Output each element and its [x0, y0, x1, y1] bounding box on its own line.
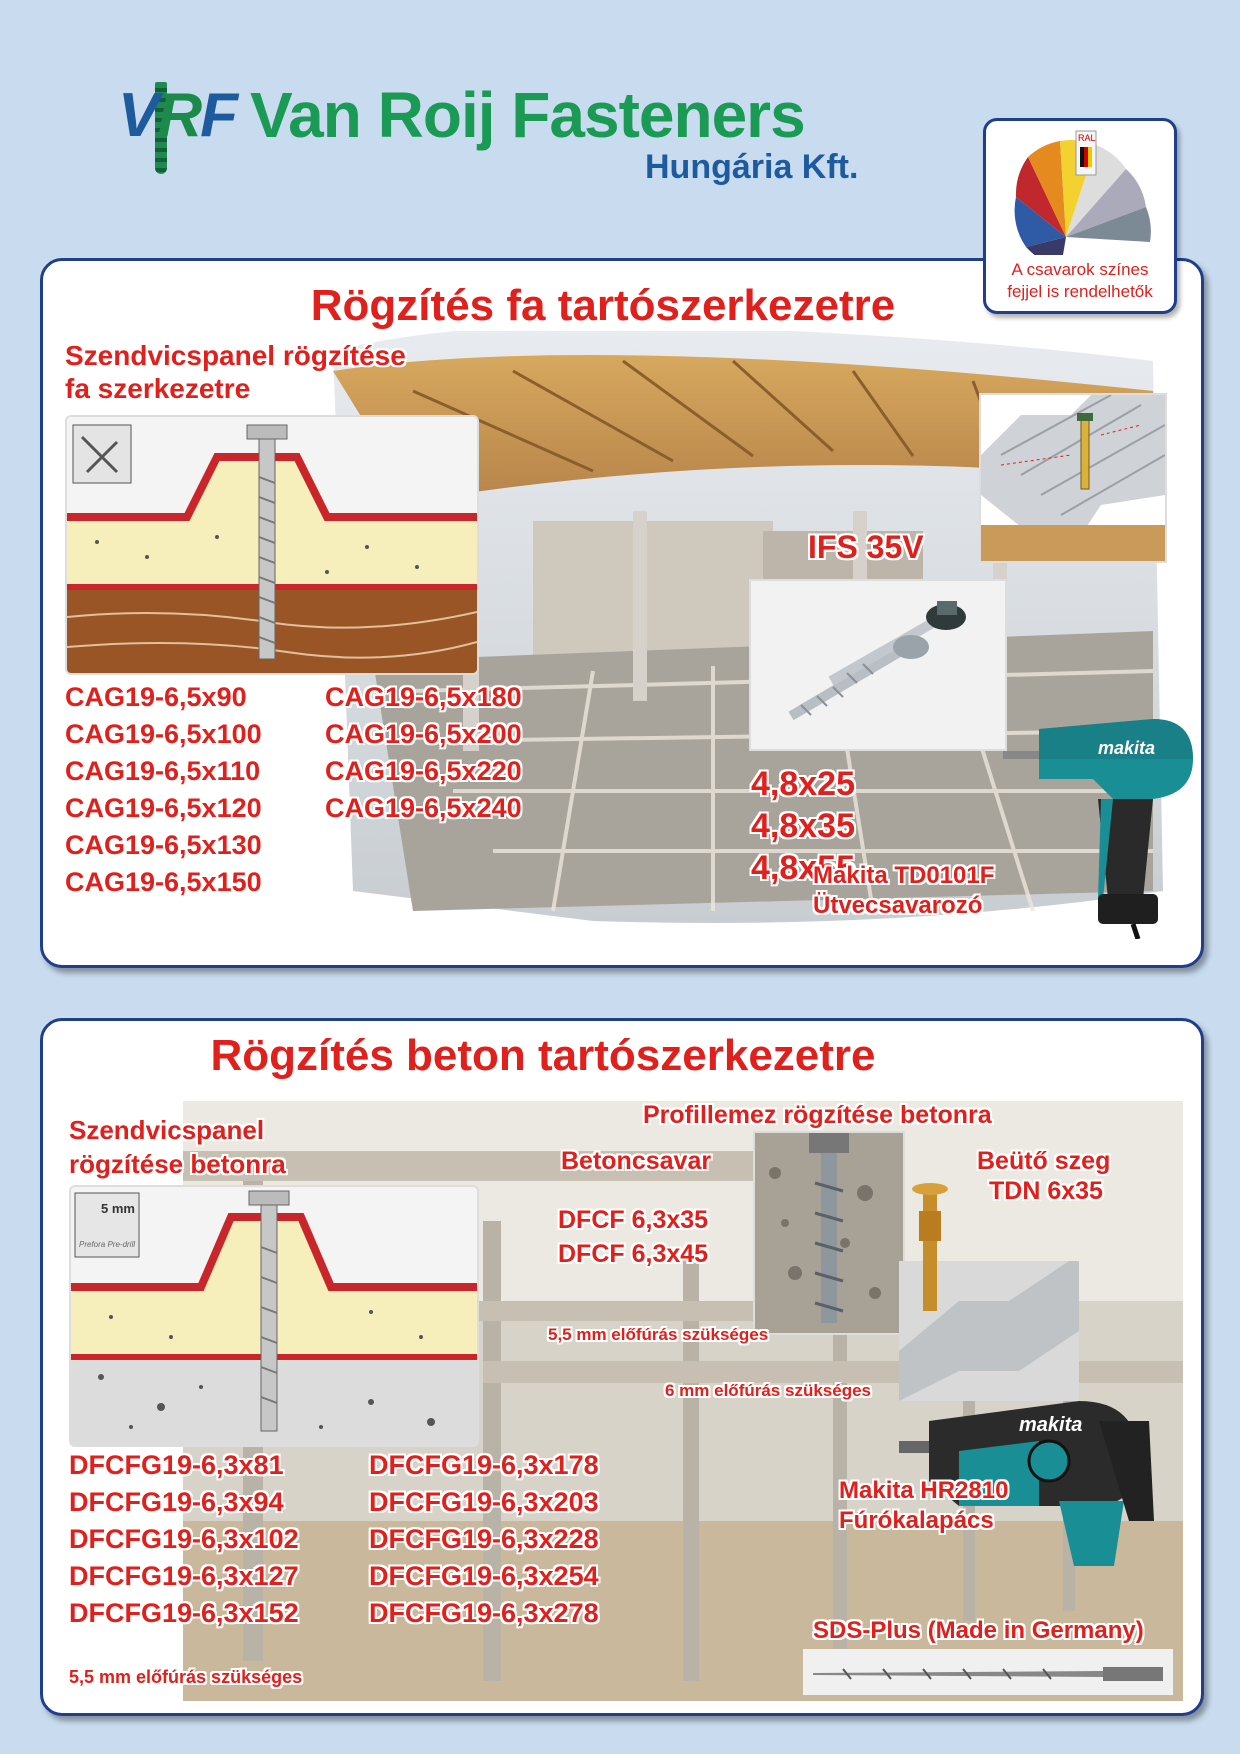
- profile-nail-image: [899, 1151, 1079, 1401]
- tool1-type: Ütvecsavarozó: [813, 892, 983, 919]
- list-item: DFCFG19-6,3x127: [69, 1561, 299, 1591]
- list-item: CAG19-6,5x110: [65, 756, 261, 786]
- concrete-sandwich-diagram: [69, 1185, 479, 1447]
- mount-type-icon: [73, 425, 131, 483]
- tool2-model: Makita HR2810: [839, 1477, 1009, 1504]
- list-item: 4,8x25: [751, 765, 855, 803]
- profile-title: Profillemez rögzítése betonra: [643, 1101, 992, 1129]
- ral-caption-line2: fejjel is rendelhetők: [1007, 282, 1153, 301]
- wood-title: Rögzítés fa tartószerkezetre: [310, 281, 896, 330]
- list-item: 4,8x35: [751, 807, 855, 845]
- betoncsavar-label: Betoncsavar: [561, 1147, 712, 1175]
- list-item: DFCF 6,3x35: [558, 1206, 709, 1234]
- nail-label-line2: TDN 6x35: [989, 1177, 1103, 1205]
- logo-name: Van Roij Fasteners: [250, 79, 805, 151]
- logo-mark: VRF: [118, 81, 237, 150]
- list-item: DFCFG19-6,3x178: [369, 1450, 599, 1480]
- tool1-model: Makita TD0101F: [813, 862, 995, 889]
- list-item: DFCFG19-6,3x228: [369, 1524, 599, 1554]
- concrete-footnote: 5,5 mm előfúrás szükséges: [69, 1667, 303, 1687]
- list-item: CAG19-6,5x220: [325, 756, 522, 786]
- list-item: DFCF 6,3x45: [558, 1240, 709, 1268]
- sds-label: SDS-Plus (Made in Germany): [813, 1617, 1144, 1644]
- ral-color-badge: [983, 118, 1177, 314]
- concrete-screw-photo: [753, 1131, 905, 1335]
- profile-sheet-image: [979, 393, 1167, 563]
- list-item: DFCFG19-6,3x203: [369, 1487, 599, 1517]
- list-item: 4,8x55: [751, 849, 855, 887]
- svg-text:makita: makita: [1019, 1414, 1083, 1436]
- concrete-panel: [40, 1018, 1204, 1716]
- svg-text:RAL: RAL: [1078, 133, 1096, 143]
- concrete-subtitle-line1: Szendvicspanel: [69, 1115, 265, 1145]
- predrill-55-label: 5,5 mm előfúrás szükséges: [548, 1325, 769, 1344]
- list-item: DFCFG19-6,3x254: [369, 1561, 599, 1591]
- list-item: CAG19-6,5x180: [325, 682, 522, 712]
- impact-driver-image: [1003, 699, 1203, 939]
- sds-drill-bit-image: [803, 1649, 1173, 1695]
- concrete-codes-right: [369, 1447, 599, 1632]
- concrete-subtitle-line2: rögzítése betonra: [69, 1149, 286, 1179]
- list-item: CAG19-6,5x150: [65, 867, 262, 897]
- list-item: DFCFG19-6,3x102: [69, 1524, 299, 1554]
- list-item: DFCFG19-6,3x81: [69, 1450, 284, 1480]
- list-item: CAG19-6,5x130: [65, 830, 262, 860]
- logo-subtitle: Hungária Kft.: [645, 148, 859, 186]
- predrill-6-label: 6 mm előfúrás szükséges: [665, 1381, 871, 1400]
- list-item: CAG19-6,5x200: [325, 719, 522, 749]
- tool2-type: Fúrókalapács: [839, 1507, 994, 1534]
- ral-caption-line1: A csavarok színes: [1011, 260, 1149, 279]
- svg-text:makita: makita: [1098, 738, 1156, 758]
- list-item: DFCFG19-6,3x94: [69, 1487, 284, 1517]
- dfcf-list: [558, 1203, 708, 1271]
- wood-subtitle-line2: fa szerkezetre: [65, 373, 251, 404]
- list-item: DFCFG19-6,3x278: [369, 1598, 599, 1628]
- ral-fan-icon: [1006, 127, 1156, 255]
- wood-subtitle-line1: Szendvicspanel rögzítése: [65, 340, 406, 371]
- list-item: CAG19-6,5x120: [65, 793, 262, 823]
- list-item: CAG19-6,5x100: [65, 719, 262, 749]
- nail-label-line1: Beütő szeg: [977, 1147, 1111, 1175]
- ifs-label: IFS 35V: [808, 529, 924, 565]
- concrete-title: Rögzítés beton tartószerkezetre: [210, 1031, 876, 1080]
- list-item: DFCFG19-6,3x152: [69, 1598, 299, 1628]
- ifs-screws-photo: [749, 579, 1007, 751]
- wood-codes-right: [325, 679, 522, 827]
- list-item: CAG19-6,5x240: [325, 793, 522, 823]
- svg-text:Prefora Pre-drill: Prefora Pre-drill: [79, 1240, 136, 1249]
- wood-codes-left: [65, 679, 262, 901]
- wood-sandwich-diagram: [65, 415, 479, 675]
- svg-text:5 mm: 5 mm: [101, 1201, 135, 1216]
- concrete-codes-left: [69, 1447, 299, 1632]
- list-item: CAG19-6,5x90: [65, 682, 247, 712]
- wood-panel: [40, 258, 1204, 968]
